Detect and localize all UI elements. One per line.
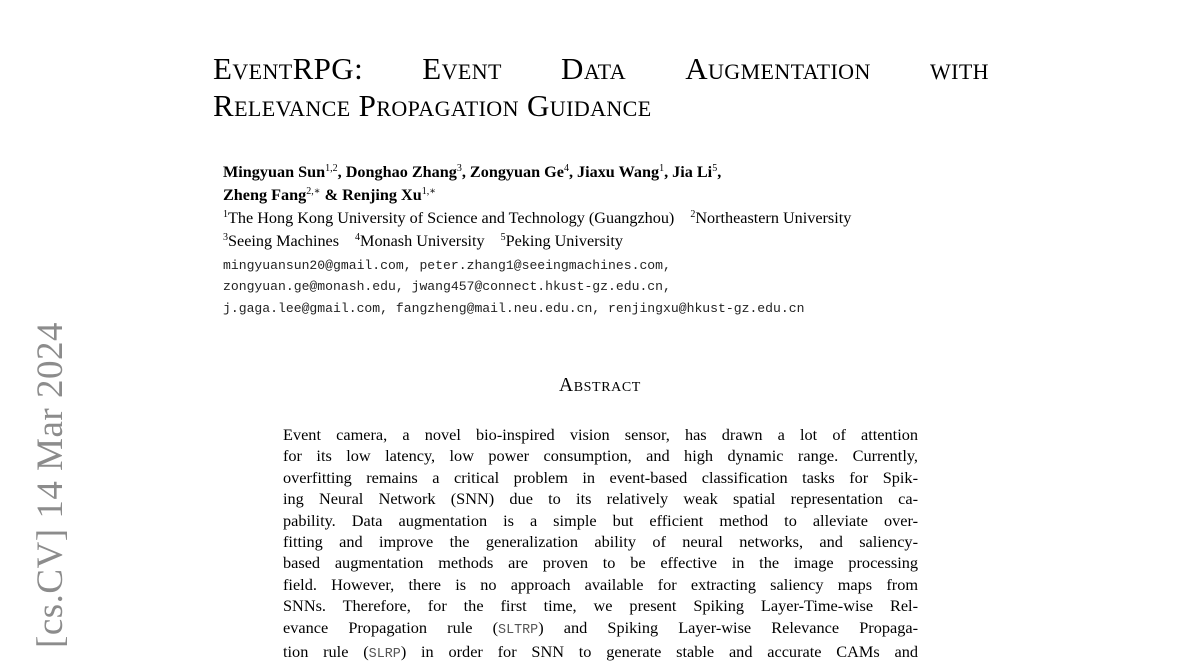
title-line-2: Relevance Propagation Guidance	[213, 88, 652, 123]
affiliation: Seeing Machines	[228, 232, 340, 250]
author-affil-sup: 2,∗	[306, 186, 321, 197]
author-sep: &	[320, 186, 343, 204]
author-affil-sup: 1,2	[325, 163, 338, 174]
paper-title	[213, 50, 989, 124]
author-sep: ,	[568, 163, 578, 181]
abstract-line: based augmentation methods are proven to be effective in the image processing	[283, 553, 918, 573]
author-sep: ,	[461, 163, 470, 181]
author-name: Donghao Zhang	[345, 163, 457, 181]
author-sep: ,	[664, 163, 673, 181]
abstract-line	[283, 617, 918, 641]
abstract-text-run: evance Propagation rule (	[283, 617, 499, 637]
arxiv-stamp: [cs.CV] 14 Mar 2024	[30, 321, 71, 648]
abstract-text-run: ) and Spiking Layer-wise Relevance Propaga-	[538, 617, 918, 637]
author-affil-sup: 1,∗	[421, 186, 436, 197]
author-name: Zongyuan Ge	[469, 163, 564, 181]
abstract-heading: Abstract	[559, 375, 641, 396]
affil-num: 5	[500, 232, 506, 243]
affil-num: 2	[690, 209, 696, 220]
author-name: Jia Li	[672, 163, 713, 181]
abstract-line: ing Neural Network (SNN) due to its relatively weak spatial representation ca-	[283, 489, 918, 509]
affiliation: The Hong Kong University of Science and Technology (Guangzhou)	[228, 209, 675, 227]
title-word: EventRPG:	[213, 51, 364, 86]
affiliation: Northeastern University	[695, 209, 852, 227]
author-name: Zheng Fang	[223, 186, 307, 204]
abstract-line: overfitting remains a critical problem in event-based classification tasks for Spik-	[283, 467, 918, 487]
author-name: Renjing Xu	[342, 186, 422, 204]
abstract-line: SNNs. Therefore, for the first time, we present Spiking Layer-Time-wise Rel-	[283, 596, 918, 616]
abstract-line: Event camera, a novel bio-inspired vision sensor, has drawn a lot of attention	[283, 425, 918, 444]
affil-num: 1	[223, 209, 228, 220]
abstract-text	[283, 424, 918, 665]
affiliations	[223, 207, 1023, 253]
author-affil-sup: 3	[456, 163, 462, 174]
affiliation: Monash University	[360, 232, 485, 250]
author-sep: ,	[717, 163, 722, 181]
method-name-slrp: SLRP	[368, 647, 401, 663]
affil-num: 4	[355, 232, 361, 243]
author-name: Mingyuan Sun	[223, 163, 326, 181]
abstract-line: pability. Data augmentation is a simple but efficient method to alleviate over-	[283, 510, 918, 530]
title-word: with	[929, 51, 989, 86]
title-word: Event	[422, 51, 502, 86]
author-affil-sup: 4	[563, 163, 569, 174]
method-name-sltrp: SLTRP	[498, 622, 539, 638]
abstract-line	[283, 641, 918, 665]
author-affil-sup: 5	[712, 163, 718, 174]
author-list	[223, 161, 1003, 207]
abstract-text-run: ) in order for SNN to generate stable and accurate CAMs and	[400, 642, 918, 662]
abstract-text-run: tion rule (	[283, 642, 369, 662]
title-line-1	[213, 50, 989, 87]
title-word: Augmentation	[685, 51, 871, 86]
email-list	[223, 255, 1013, 319]
abstract-line: fitting and improve the generalization ability of neural networks, and saliency-	[283, 532, 918, 552]
abstract-line: field. However, there is no approach available for extracting saliency maps from	[283, 574, 918, 594]
author-name: Jiaxu Wang	[577, 163, 660, 181]
affil-num: 3	[223, 232, 228, 243]
author-affil-sup: 1	[659, 163, 665, 174]
email-line: j.gaga.lee@gmail.com, fangzheng@mail.neu.edu.cn, renjingxu@hkust-gz.edu.cn	[223, 300, 805, 316]
title-word: Data	[561, 51, 627, 86]
abstract-line: for its low latency, low power consumption, and high dynamic range. Currently,	[283, 446, 918, 466]
email-line: zongyuan.ge@monash.edu, jwang457@connect.hkust-gz.edu.cn,	[223, 279, 671, 295]
author-sep: ,	[337, 163, 346, 181]
affiliation: Peking University	[505, 232, 623, 250]
email-line: mingyuansun20@gmail.com, peter.zhang1@seeingmachines.com,	[223, 258, 671, 273]
